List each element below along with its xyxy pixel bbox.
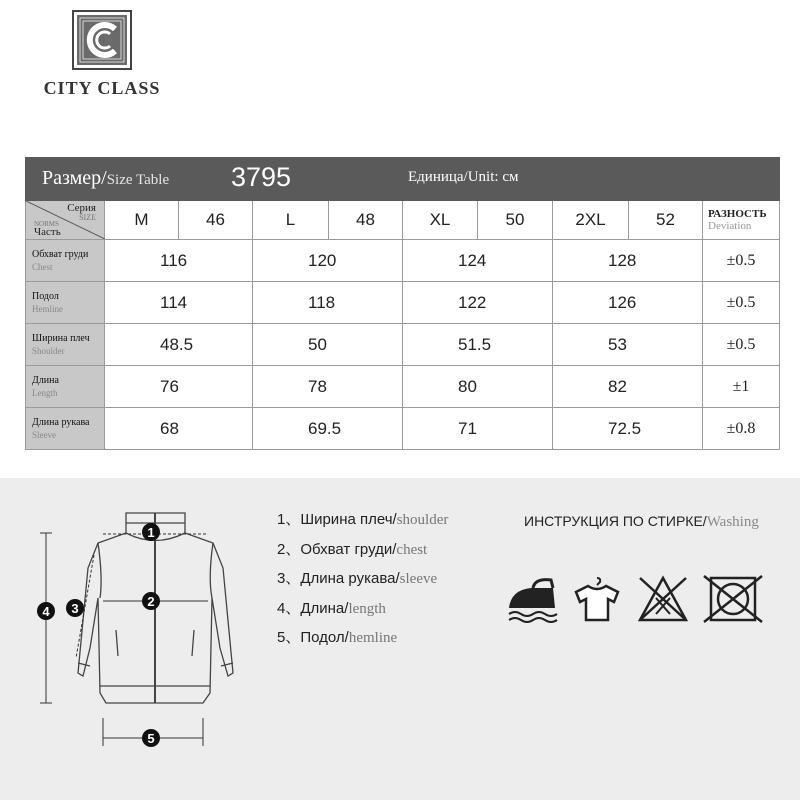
table-cell: 48.5 — [105, 324, 253, 366]
measurement-legend — [277, 508, 448, 656]
size-header: L — [253, 201, 329, 240]
deviation-cell: ±1 — [703, 366, 780, 408]
table-corner-header: Серия SIZE NORMS Часть — [26, 201, 105, 240]
deviation-cell: ±0.8 — [703, 408, 780, 450]
deviation-cell: ±0.5 — [703, 282, 780, 324]
hang-dry-icon — [572, 574, 622, 624]
table-row-hemline — [26, 282, 780, 324]
size-header: XL — [403, 201, 478, 240]
measure-marker — [37, 602, 55, 620]
svg-text:1: 1 — [147, 525, 155, 540]
row-label: Подол Hemline — [26, 282, 105, 324]
table-cell: 118 — [253, 282, 403, 324]
legend-item: 5、Подол/hemline — [277, 629, 398, 646]
washing-title: ИНСТРУКЦИЯ ПО СТИРКЕ/Washing — [524, 513, 759, 530]
size-header: 46 — [179, 201, 253, 240]
table-cell: 128 — [553, 240, 703, 282]
legend-item: 3、Длина рукава/sleeve — [277, 570, 438, 587]
svg-text:2: 2 — [147, 594, 155, 609]
no-tumble-dry-icon — [702, 574, 764, 624]
table-cell: 69.5 — [253, 408, 403, 450]
table-cell: 51.5 — [403, 324, 553, 366]
table-cell: 71 — [403, 408, 553, 450]
table-cell: 114 — [105, 282, 253, 324]
size-header: 48 — [329, 201, 403, 240]
measure-marker — [66, 599, 84, 617]
table-row-sleeve — [26, 408, 780, 450]
table-cell: 76 — [105, 366, 253, 408]
deviation-cell: ±0.5 — [703, 324, 780, 366]
table-cell: 78 — [253, 366, 403, 408]
table-cell: 68 — [105, 408, 253, 450]
table-cell: 80 — [403, 366, 553, 408]
svg-text:4: 4 — [42, 604, 50, 619]
iron-icon — [505, 574, 561, 624]
table-cell: 53 — [553, 324, 703, 366]
size-header: 52 — [629, 201, 703, 240]
table-cell: 124 — [403, 240, 553, 282]
table-cell: 126 — [553, 282, 703, 324]
table-cell: 120 — [253, 240, 403, 282]
table-cell: 122 — [403, 282, 553, 324]
table-cell: 82 — [553, 366, 703, 408]
table-row-length — [26, 366, 780, 408]
row-label: Длина Length — [26, 366, 105, 408]
legend-item: 4、Длина/length — [277, 599, 386, 617]
measure-marker — [142, 523, 160, 541]
table-row-chest — [26, 240, 780, 282]
deviation-header: РАЗНОСТЬ Deviation — [703, 201, 780, 240]
row-label: Обхват груди Chest — [26, 240, 105, 282]
measurement-guide — [0, 478, 800, 800]
city-class-logo — [72, 10, 132, 70]
unit-label: Единица/Unit: см — [408, 169, 519, 185]
size-header: 50 — [478, 201, 553, 240]
table-cell: 72.5 — [553, 408, 703, 450]
brand-name: CITY CLASS — [43, 78, 161, 98]
table-cell: 116 — [105, 240, 253, 282]
no-bleach-icon — [636, 574, 690, 624]
table-title: Размер/Size Table — [42, 167, 170, 189]
measure-marker — [142, 592, 160, 610]
size-header: M — [105, 201, 179, 240]
svg-text:5: 5 — [147, 731, 155, 746]
deviation-cell: ±0.5 — [703, 240, 780, 282]
svg-text:3: 3 — [71, 601, 79, 616]
size-header: 2XL — [553, 201, 629, 240]
legend-item: 2、Обхват груди/chest — [277, 540, 428, 558]
legend-item: 1、Ширина плеч/shoulder — [277, 511, 449, 528]
table-row-shoulder — [26, 324, 780, 366]
measure-marker — [142, 729, 160, 747]
jacket-diagram — [28, 498, 268, 748]
row-label: Длина рукава Sleeve — [26, 408, 105, 450]
table-cell: 50 — [253, 324, 403, 366]
model-number: 3795 — [231, 162, 292, 192]
size-table — [25, 157, 780, 450]
row-label: Ширина плеч Shoulder — [26, 324, 105, 366]
